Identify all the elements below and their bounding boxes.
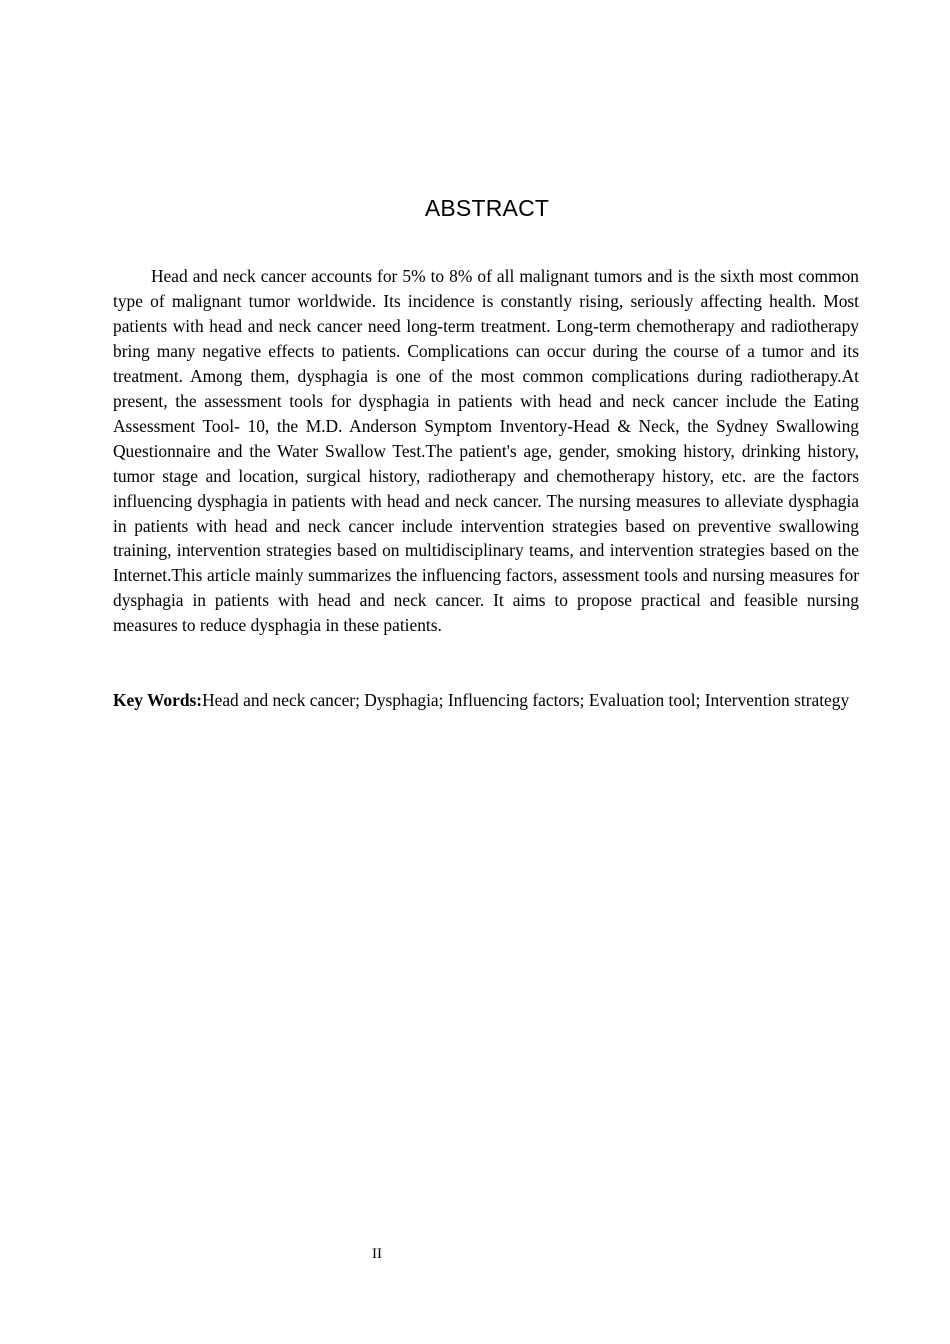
page-number: II bbox=[372, 1246, 382, 1262]
abstract-title: ABSTRACT bbox=[424, 195, 550, 221]
keywords-text: Head and neck cancer; Dysphagia; Influencing factors; Evaluation tool; Intervention strategy bbox=[202, 690, 850, 710]
abstract-paragraph: Head and neck cancer accounts for 5% to 8% of all malignant tumors and is the sixth most common type of malignant tumor worldwide. Its incidence is constantly rising, seriously affecting health. Most patients with head and neck cancer need long-term treatment. Long-term chemotherapy and radiotherapy bring many negative effects to patients. Complications can occur during the course of a tumor and its treatment. Among them, dysphagia is one of the most common complications during radiotherapy.At present, the assessment tools for dysphagia in patients with head and neck cancer include the Eating Assessment Tool- 10, the M.D. Anderson Symptom Inventory-Head & Neck, the Sydney Swallowing Questionnaire and the Water Swallow Test.The patient's age, gender, smoking history, drinking history, tumor stage and location, surgical history, radiotherapy and chemotherapy history, etc. are the factors influencing dysphagia in patients with head and neck cancer. The nursing measures to alleviate dysphagia in patients with head and neck cancer include intervention strategies based on preventive swallowing training, intervention strategies based on multidisciplinary teams, and intervention strategies based on the Internet.This article mainly summarizes the influencing factors, assessment tools and nursing measures for dysphagia in patients with head and neck cancer. It aims to propose practical and feasible nursing measures to reduce dysphagia in these patients. bbox=[113, 266, 859, 636]
keywords-label: Key Words: bbox=[113, 690, 203, 710]
keywords-paragraph bbox=[113, 688, 859, 713]
